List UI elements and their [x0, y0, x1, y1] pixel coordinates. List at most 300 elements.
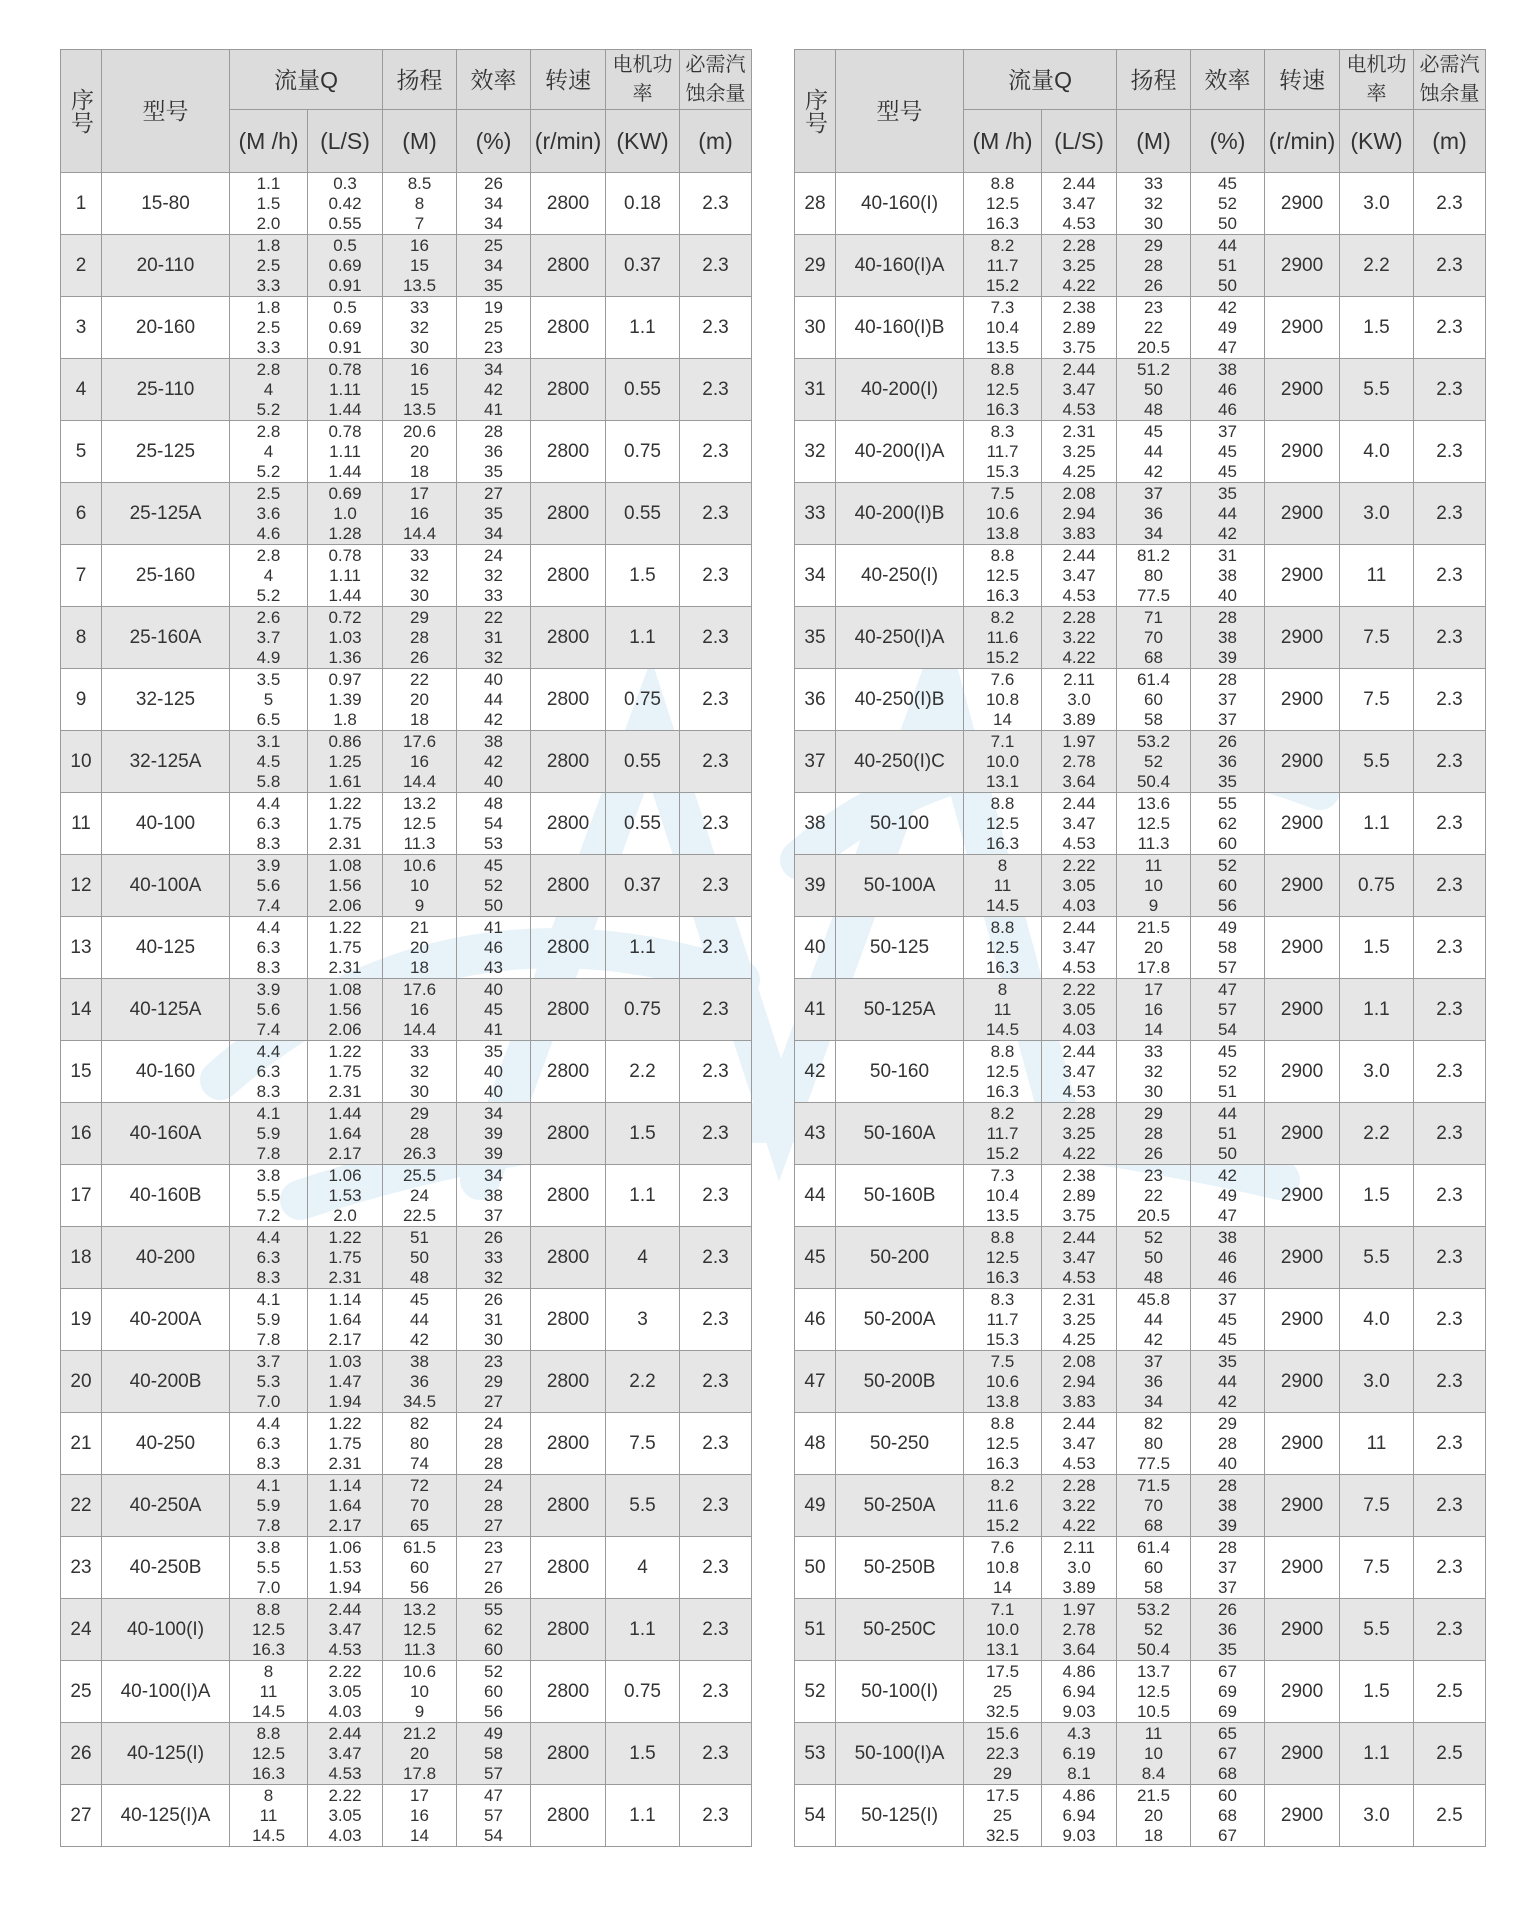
cell-power: 3.0 — [1340, 1785, 1414, 1847]
cell-flow-ls — [1042, 421, 1117, 483]
cell-speed: 2800 — [531, 1661, 606, 1723]
cell-head-value: 16 — [1144, 999, 1163, 1019]
cell-flow-ls — [1042, 917, 1117, 979]
cell-npsh: 2.3 — [680, 669, 752, 731]
cell-flow-ls-value: 2.44 — [1062, 545, 1096, 565]
cell-head-value: 8.5 — [407, 173, 432, 193]
cell-head — [1117, 1785, 1191, 1847]
header-speed-unit: (r/min) — [531, 110, 606, 173]
cell-efficiency-value: 28 — [1218, 1433, 1237, 1453]
cell-head-value: 12.5 — [1136, 813, 1171, 833]
cell-head-value: 26 — [1144, 1143, 1163, 1163]
cell-flow-ls-value: 2.44 — [1062, 173, 1096, 193]
header-head: 扬程 — [1117, 50, 1191, 110]
cell-seq: 13 — [61, 917, 102, 979]
cell-efficiency-value: 23 — [484, 1537, 503, 1557]
cell-efficiency-value: 34 — [484, 359, 503, 379]
cell-flow-ls-value: 2.31 — [328, 1453, 362, 1473]
cell-flow-m3h-value: 3.9 — [256, 979, 281, 999]
cell-head-value: 65 — [410, 1515, 429, 1535]
cell-flow-m3h-value: 32.5 — [985, 1701, 1020, 1721]
cell-flow-m3h-value: 16.3 — [251, 1639, 286, 1659]
cell-flow-ls-value: 3.47 — [328, 1619, 362, 1639]
cell-flow-m3h-value: 16.3 — [251, 1763, 286, 1783]
cell-flow-m3h-value: 8 — [263, 1661, 274, 1681]
table-row — [61, 1785, 752, 1847]
cell-seq: 15 — [61, 1041, 102, 1103]
cell-efficiency-value: 41 — [484, 399, 503, 419]
cell-flow-m3h — [964, 855, 1042, 917]
cell-flow-m3h-value: 7.0 — [256, 1577, 281, 1597]
cell-efficiency-value: 46 — [1218, 1267, 1237, 1287]
cell-speed: 2900 — [1265, 173, 1340, 235]
cell-npsh: 2.3 — [680, 483, 752, 545]
cell-head-value: 30 — [1144, 213, 1163, 233]
cell-efficiency-value: 34 — [484, 193, 503, 213]
cell-model: 40-160(I)B — [836, 297, 964, 359]
cell-flow-m3h — [964, 1289, 1042, 1351]
cell-efficiency-value: 19 — [484, 297, 503, 317]
cell-flow-m3h-value: 12.5 — [985, 1061, 1020, 1081]
cell-seq: 43 — [795, 1103, 836, 1165]
cell-flow-ls-value: 2.06 — [328, 895, 362, 915]
cell-speed: 2800 — [531, 1227, 606, 1289]
cell-flow-ls-value: 3.83 — [1062, 523, 1096, 543]
cell-efficiency-value: 31 — [1218, 545, 1237, 565]
cell-flow-ls-value: 1.39 — [328, 689, 362, 709]
table-row — [61, 1351, 752, 1413]
table-row — [61, 483, 752, 545]
cell-seq: 54 — [795, 1785, 836, 1847]
cell-seq: 30 — [795, 297, 836, 359]
cell-flow-ls-value: 2.44 — [1062, 917, 1096, 937]
cell-flow-ls-value: 2.17 — [328, 1329, 362, 1349]
cell-flow-ls-value: 0.86 — [328, 731, 362, 751]
cell-efficiency-value: 42 — [484, 379, 503, 399]
cell-flow-ls-value: 1.44 — [328, 399, 362, 419]
cell-flow-m3h-value: 5.9 — [256, 1123, 281, 1143]
cell-speed: 2900 — [1265, 731, 1340, 793]
cell-efficiency-value: 26 — [484, 173, 503, 193]
cell-flow-ls-value: 3.75 — [1062, 337, 1096, 357]
cell-flow-ls-value: 1.47 — [328, 1371, 362, 1391]
cell-efficiency-value: 37 — [1218, 709, 1237, 729]
table-row — [795, 1475, 1486, 1537]
cell-flow-m3h — [230, 421, 308, 483]
cell-npsh: 2.3 — [680, 1661, 752, 1723]
cell-flow-ls — [1042, 297, 1117, 359]
cell-efficiency-value: 37 — [1218, 689, 1237, 709]
cell-head — [1117, 855, 1191, 917]
cell-efficiency-value: 52 — [484, 1661, 503, 1681]
cell-flow-ls-value: 2.17 — [328, 1515, 362, 1535]
cell-flow-ls — [308, 793, 383, 855]
cell-power: 3.0 — [1340, 1041, 1414, 1103]
cell-flow-ls — [308, 1537, 383, 1599]
cell-flow-m3h-value: 15.2 — [985, 647, 1020, 667]
cell-flow-m3h — [230, 1103, 308, 1165]
cell-speed: 2800 — [531, 979, 606, 1041]
cell-head-value: 33 — [1144, 1041, 1163, 1061]
cell-model: 50-160A — [836, 1103, 964, 1165]
cell-efficiency-value: 40 — [484, 771, 503, 791]
cell-flow-m3h-value: 2.5 — [256, 483, 281, 503]
cell-efficiency-value: 65 — [1218, 1723, 1237, 1743]
cell-speed: 2800 — [531, 297, 606, 359]
cell-head-value: 22 — [1144, 1185, 1163, 1205]
cell-head-value: 36 — [410, 1371, 429, 1391]
cell-flow-m3h-value: 2.8 — [256, 421, 281, 441]
cell-head-value: 17.8 — [402, 1763, 437, 1783]
cell-efficiency-value: 55 — [484, 1599, 503, 1619]
cell-flow-m3h-value: 15.6 — [985, 1723, 1020, 1743]
cell-head-value: 12.5 — [402, 813, 437, 833]
cell-npsh: 2.3 — [680, 235, 752, 297]
cell-head-value: 33 — [410, 297, 429, 317]
cell-efficiency-value: 39 — [1218, 1515, 1237, 1535]
cell-speed: 2800 — [531, 359, 606, 421]
cell-speed: 2900 — [1265, 421, 1340, 483]
cell-efficiency-value: 44 — [1218, 235, 1237, 255]
cell-flow-ls — [1042, 173, 1117, 235]
cell-flow-m3h-value: 17.5 — [985, 1661, 1020, 1681]
cell-model: 40-100A — [102, 855, 230, 917]
cell-power: 4 — [606, 1227, 680, 1289]
cell-flow-ls — [1042, 731, 1117, 793]
cell-npsh: 2.3 — [680, 359, 752, 421]
cell-head-value: 60 — [410, 1557, 429, 1577]
cell-flow-m3h-value: 3.9 — [256, 855, 281, 875]
cell-flow-ls-value: 3.47 — [1062, 565, 1096, 585]
cell-flow-ls — [308, 1599, 383, 1661]
cell-flow-ls-value: 4.53 — [1062, 1081, 1096, 1101]
header-speed: 转速 — [1265, 50, 1340, 110]
table-row — [61, 1413, 752, 1475]
cell-flow-m3h-value: 4.1 — [256, 1475, 281, 1495]
cell-efficiency — [457, 297, 531, 359]
cell-flow-ls-value: 4.53 — [1062, 585, 1096, 605]
cell-flow-m3h-value: 10.4 — [985, 317, 1020, 337]
cell-flow-ls-value: 2.44 — [328, 1723, 362, 1743]
cell-flow-m3h — [964, 483, 1042, 545]
cell-efficiency-value: 40 — [484, 979, 503, 999]
cell-flow-ls-value: 1.44 — [328, 1103, 362, 1123]
cell-flow-ls — [1042, 1289, 1117, 1351]
cell-seq: 37 — [795, 731, 836, 793]
cell-head — [1117, 359, 1191, 421]
table-row — [61, 545, 752, 607]
cell-efficiency-value: 35 — [484, 1041, 503, 1061]
cell-efficiency — [1191, 607, 1265, 669]
cell-flow-ls — [308, 607, 383, 669]
cell-flow-m3h-value: 7.3 — [990, 1165, 1015, 1185]
cell-head-value: 22 — [1144, 317, 1163, 337]
cell-flow-m3h — [230, 855, 308, 917]
cell-flow-ls-value: 1.22 — [328, 1041, 362, 1061]
cell-flow-ls-value: 2.89 — [1062, 317, 1096, 337]
cell-head-value: 22 — [410, 669, 429, 689]
table-row — [61, 359, 752, 421]
cell-efficiency-value: 46 — [1218, 399, 1237, 419]
cell-head-value: 24 — [410, 1185, 429, 1205]
cell-flow-m3h — [230, 1351, 308, 1413]
cell-npsh: 2.5 — [1414, 1785, 1486, 1847]
cell-efficiency-value: 29 — [1218, 1413, 1237, 1433]
header-model: 型号 — [836, 50, 964, 173]
cell-head-value: 36 — [1144, 503, 1163, 523]
cell-efficiency — [457, 1351, 531, 1413]
cell-flow-ls-value: 3.47 — [1062, 937, 1096, 957]
cell-model: 50-200B — [836, 1351, 964, 1413]
cell-efficiency-value: 30 — [484, 1329, 503, 1349]
cell-power: 5.5 — [1340, 1227, 1414, 1289]
cell-flow-m3h-value: 4.4 — [256, 793, 281, 813]
cell-flow-ls-value: 2.28 — [1062, 607, 1096, 627]
cell-efficiency-value: 45 — [1218, 173, 1237, 193]
cell-flow-m3h-value: 12.5 — [985, 1433, 1020, 1453]
cell-flow-ls-value: 2.31 — [1062, 1289, 1096, 1309]
cell-efficiency — [1191, 917, 1265, 979]
cell-head-value: 29 — [410, 1103, 429, 1123]
cell-npsh: 2.3 — [1414, 979, 1486, 1041]
cell-efficiency-value: 34 — [484, 523, 503, 543]
cell-flow-m3h-value: 14.5 — [985, 895, 1020, 915]
cell-flow-m3h-value: 5.6 — [256, 999, 281, 1019]
cell-flow-ls-value: 0.3 — [333, 173, 357, 193]
cell-efficiency-value: 48 — [484, 793, 503, 813]
cell-efficiency — [457, 483, 531, 545]
cell-flow-ls-value: 1.11 — [329, 379, 361, 399]
cell-speed: 2900 — [1265, 1413, 1340, 1475]
cell-head — [1117, 1165, 1191, 1227]
cell-head-value: 30 — [410, 585, 429, 605]
cell-flow-ls-value: 1.11 — [329, 565, 361, 585]
cell-efficiency-value: 45 — [1218, 1041, 1237, 1061]
cell-efficiency-value: 42 — [1218, 1391, 1237, 1411]
cell-flow-ls — [1042, 1785, 1117, 1847]
cell-speed: 2800 — [531, 1599, 606, 1661]
cell-efficiency-value: 57 — [484, 1805, 503, 1825]
cell-efficiency-value: 45 — [1218, 461, 1237, 481]
cell-flow-m3h — [230, 731, 308, 793]
cell-head-value: 18 — [410, 957, 429, 977]
cell-flow-m3h-value: 4.1 — [256, 1103, 281, 1123]
cell-efficiency-value: 27 — [484, 1391, 503, 1411]
cell-head-value: 14.4 — [402, 523, 437, 543]
cell-flow-m3h-value: 12.5 — [985, 937, 1020, 957]
cell-npsh: 2.3 — [1414, 173, 1486, 235]
cell-npsh: 2.3 — [1414, 1537, 1486, 1599]
cell-efficiency-value: 23 — [484, 1351, 503, 1371]
cell-flow-m3h — [964, 979, 1042, 1041]
cell-efficiency — [1191, 1537, 1265, 1599]
cell-flow-m3h — [230, 1537, 308, 1599]
cell-flow-m3h-value: 15.3 — [985, 461, 1020, 481]
cell-flow-m3h — [230, 297, 308, 359]
cell-npsh: 2.3 — [680, 1041, 752, 1103]
cell-efficiency-value: 23 — [484, 337, 503, 357]
cell-flow-m3h-value: 12.5 — [251, 1619, 286, 1639]
cell-head — [1117, 793, 1191, 855]
table-row — [61, 979, 752, 1041]
cell-efficiency-value: 52 — [484, 875, 503, 895]
cell-flow-ls-value: 1.64 — [328, 1495, 362, 1515]
cell-flow-ls-value: 3.64 — [1062, 771, 1096, 791]
cell-flow-ls — [1042, 1661, 1117, 1723]
cell-efficiency-value: 60 — [1218, 875, 1237, 895]
cell-efficiency-value: 58 — [484, 1743, 503, 1763]
cell-flow-m3h-value: 6.3 — [256, 1247, 281, 1267]
cell-efficiency-value: 56 — [484, 1701, 503, 1721]
cell-seq: 29 — [795, 235, 836, 297]
table-row — [61, 1661, 752, 1723]
cell-head-value: 14.4 — [402, 1019, 437, 1039]
cell-seq: 5 — [61, 421, 102, 483]
cell-speed: 2800 — [531, 855, 606, 917]
cell-model: 50-100 — [836, 793, 964, 855]
cell-flow-m3h-value: 10.4 — [985, 1185, 1020, 1205]
cell-npsh: 2.3 — [680, 1475, 752, 1537]
cell-npsh: 2.3 — [680, 173, 752, 235]
cell-flow-ls-value: 2.08 — [1062, 1351, 1096, 1371]
cell-efficiency — [457, 1785, 531, 1847]
cell-efficiency — [1191, 793, 1265, 855]
cell-flow-ls-value: 4.86 — [1062, 1661, 1096, 1681]
cell-speed: 2900 — [1265, 1041, 1340, 1103]
cell-flow-ls-value: 0.91 — [328, 275, 362, 295]
cell-seq: 12 — [61, 855, 102, 917]
cell-seq: 33 — [795, 483, 836, 545]
cell-seq: 16 — [61, 1103, 102, 1165]
table-body — [795, 173, 1486, 1847]
cell-efficiency-value: 56 — [1218, 895, 1237, 915]
cell-efficiency-value: 26 — [1218, 731, 1237, 751]
cell-head-value: 51 — [410, 1227, 429, 1247]
cell-flow-m3h-value: 2.0 — [256, 213, 281, 233]
header-npsh-unit: (m) — [1414, 110, 1486, 173]
cell-head-value: 37 — [1144, 483, 1163, 503]
cell-flow-ls-value: 2.08 — [1062, 483, 1096, 503]
cell-efficiency-value: 37 — [1218, 1577, 1237, 1597]
cell-power: 5.5 — [1340, 731, 1414, 793]
cell-flow-ls-value: 1.75 — [328, 813, 362, 833]
cell-head-value: 17 — [410, 483, 429, 503]
cell-efficiency-value: 45 — [1218, 1309, 1237, 1329]
cell-flow-m3h-value: 22.3 — [985, 1743, 1020, 1763]
cell-head-value: 13.2 — [402, 793, 437, 813]
cell-model: 25-125 — [102, 421, 230, 483]
cell-efficiency — [1191, 1289, 1265, 1351]
table-row — [795, 1661, 1486, 1723]
cell-flow-ls — [1042, 1537, 1117, 1599]
cell-power: 11 — [1340, 545, 1414, 607]
cell-flow-m3h-value: 11.7 — [986, 255, 1019, 275]
cell-seq: 27 — [61, 1785, 102, 1847]
cell-power: 1.5 — [606, 1103, 680, 1165]
cell-efficiency-value: 38 — [484, 731, 503, 751]
cell-speed: 2900 — [1265, 1103, 1340, 1165]
cell-efficiency — [457, 607, 531, 669]
cell-flow-ls-value: 0.5 — [333, 235, 357, 255]
cell-head — [383, 607, 457, 669]
cell-efficiency — [1191, 483, 1265, 545]
table-row — [795, 793, 1486, 855]
cell-flow-ls-value: 3.47 — [1062, 1247, 1096, 1267]
cell-power: 2.2 — [606, 1351, 680, 1413]
cell-flow-m3h-value: 13.1 — [985, 1639, 1020, 1659]
header-head-unit: (M) — [383, 110, 457, 173]
cell-flow-ls — [1042, 545, 1117, 607]
cell-flow-m3h-value: 8.8 — [256, 1599, 281, 1619]
cell-efficiency — [1191, 979, 1265, 1041]
cell-efficiency — [457, 1413, 531, 1475]
cell-flow-ls — [308, 1103, 383, 1165]
cell-flow-m3h — [964, 297, 1042, 359]
cell-flow-m3h — [230, 1723, 308, 1785]
table-row — [61, 1723, 752, 1785]
cell-efficiency-value: 42 — [1218, 1165, 1237, 1185]
cell-flow-m3h-value: 11.7 — [986, 1309, 1019, 1329]
cell-head-value: 20.5 — [1136, 1205, 1171, 1225]
cell-head-value: 21 — [410, 917, 429, 937]
cell-head — [383, 669, 457, 731]
cell-head-value: 8 — [414, 193, 425, 213]
cell-flow-m3h — [230, 1661, 308, 1723]
cell-efficiency-value: 35 — [1218, 1351, 1237, 1371]
cell-efficiency-value: 47 — [1218, 979, 1237, 999]
cell-head-value: 20 — [410, 689, 429, 709]
cell-flow-ls-value: 3.0 — [1067, 1557, 1091, 1577]
cell-flow-ls-value: 1.75 — [328, 1061, 362, 1081]
cell-flow-ls-value: 1.11 — [329, 441, 361, 461]
cell-flow-ls-value: 1.75 — [328, 1433, 362, 1453]
table-row — [61, 855, 752, 917]
cell-head-value: 32 — [1144, 1061, 1163, 1081]
cell-flow-ls-value: 2.28 — [1062, 1475, 1096, 1495]
cell-speed: 2800 — [531, 235, 606, 297]
cell-head-value: 53.2 — [1136, 731, 1171, 751]
cell-flow-ls — [308, 979, 383, 1041]
cell-flow-m3h — [230, 1289, 308, 1351]
cell-flow-ls-value: 4.53 — [1062, 1453, 1096, 1473]
cell-flow-m3h — [230, 173, 308, 235]
cell-flow-m3h-value: 13.8 — [985, 523, 1020, 543]
cell-efficiency — [457, 1165, 531, 1227]
cell-model: 40-160(I)A — [836, 235, 964, 297]
cell-model: 50-250C — [836, 1599, 964, 1661]
cell-efficiency — [457, 1599, 531, 1661]
cell-power: 1.1 — [1340, 793, 1414, 855]
cell-flow-ls-value: 6.94 — [1062, 1805, 1096, 1825]
cell-flow-m3h-value: 10.8 — [985, 1557, 1020, 1577]
cell-model: 50-100(I)A — [836, 1723, 964, 1785]
cell-flow-ls-value: 2.78 — [1062, 1619, 1096, 1639]
cell-flow-ls-value: 3.05 — [1062, 875, 1096, 895]
cell-flow-m3h — [964, 1227, 1042, 1289]
cell-flow-m3h-value: 5.2 — [256, 461, 281, 481]
cell-efficiency-value: 34 — [484, 255, 503, 275]
cell-head-value: 50.4 — [1136, 1639, 1171, 1659]
cell-efficiency-value: 51 — [1218, 1123, 1237, 1143]
cell-flow-m3h — [230, 1041, 308, 1103]
cell-speed: 2900 — [1265, 669, 1340, 731]
table-row — [61, 297, 752, 359]
cell-speed: 2800 — [531, 793, 606, 855]
cell-power: 1.5 — [1340, 917, 1414, 979]
cell-speed: 2900 — [1265, 359, 1340, 421]
cell-head-value: 21.2 — [402, 1723, 437, 1743]
cell-efficiency-value: 49 — [1218, 317, 1237, 337]
